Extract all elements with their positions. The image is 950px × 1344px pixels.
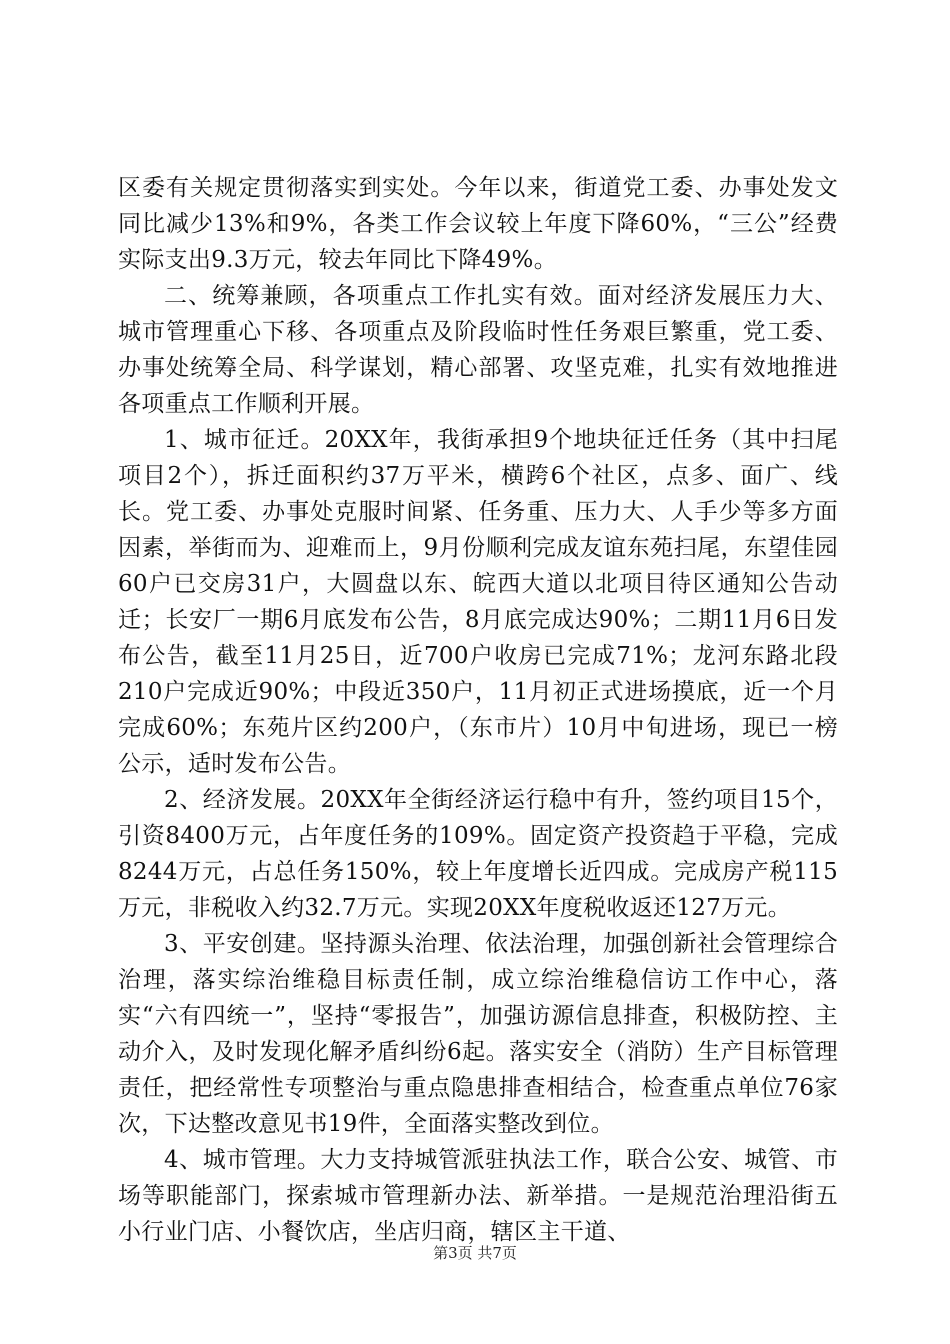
- paragraph-item-2: 2、经济发展。20XX年全街经济运行稳中有升，签约项目15个，引资8400万元，占年度任务的109%。固定资产投资趋于平稳，完成8244万元，占总任务150%，较上年度增长近四成。完成房产税115万元，非税收入约32.7万元。实现20XX年度税收返还127万元。: [118, 787, 838, 921]
- paragraph-item-1: 1、城市征迁。20XX年，我街承担9个地块征迁任务（其中扫尾项目2个），拆迁面积约37万平米，横跨6个社区，点多、面广、线长。党工委、办事处克服时间紧、任务重、压力大、人手少等多方面因素，举街而为、迎难而上，9月份顺利完成友谊东苑扫尾，东望佳园60户已交房31户，大圆盘以东、皖西大道以北项目待区通知公告动迁；长安厂一期6月底发布公告，8月底完成达90%；二期11月6日发布公告，截至11月25日，近700户收房已完成71%；龙河东路北段210户完成近90%；中段近350户，11月初正式进场摸底，近一个月完成60%；东苑片区约200户，（东市片）10月中旬进场，现已一榜公示，适时发布公告。: [118, 427, 838, 777]
- document-body: [118, 170, 838, 1250]
- paragraph-section-two: 二、统筹兼顾，各项重点工作扎实有效。面对经济发展压力大、城市管理重心下移、各项重点及阶段临时性任务艰巨繁重，党工委、办事处统筹全局、科学谋划，精心部署、攻坚克难，扎实有效地推进各项重点工作顺利开展。: [118, 283, 838, 417]
- paragraph-item-4: 4、城市管理。大力支持城管派驻执法工作，联合公安、城管、市场等职能部门，探索城市管理新办法、新举措。一是规范治理沿街五小行业门店、小餐饮店，坐店归商，辖区主干道、: [118, 1147, 838, 1245]
- page-footer: 第3页 共7页: [433, 1244, 517, 1262]
- paragraph-intro: 区委有关规定贯彻落实到实处。今年以来，街道党工委、办事处发文同比减少13%和9%，各类工作会议较上年度下降60%，“三公”经费实际支出9.3万元，较去年同比下降49%。: [118, 175, 838, 273]
- paragraph-item-3: 3、平安创建。坚持源头治理、依法治理，加强创新社会管理综合治理，落实综治维稳目标责任制，成立综治维稳信访工作中心，落实“六有四统一”，坚持“零报告”，加强访源信息排查，积极防控、主动介入，及时发现化解矛盾纠纷6起。落实安全（消防）生产目标管理责任，把经常性专项整治与重点隐患排查相结合，检查重点单位76家次，下达整改意见书19件，全面落实整改到位。: [118, 931, 838, 1137]
